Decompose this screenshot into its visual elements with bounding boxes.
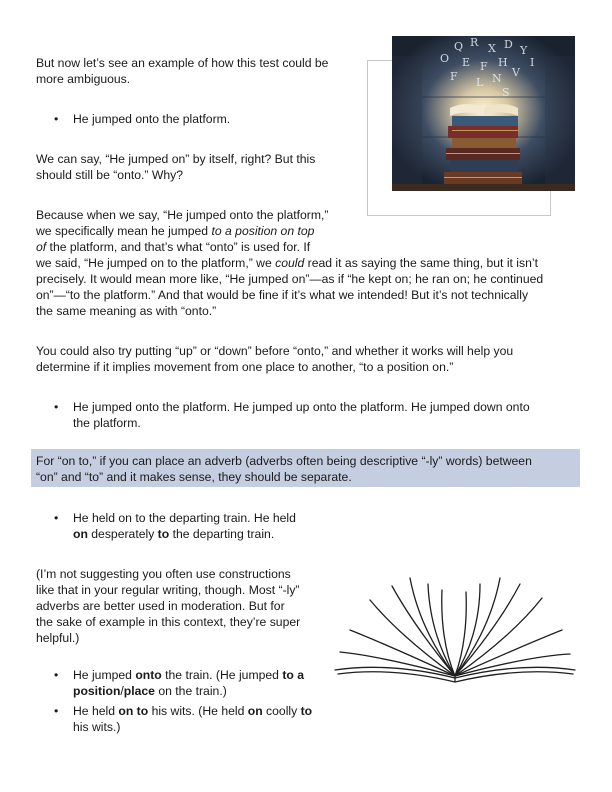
svg-text:F: F bbox=[450, 70, 458, 83]
svg-text:F: F bbox=[480, 60, 488, 73]
paragraph-intro-line1: But now let’s see an example of how this test could be bbox=[36, 56, 329, 70]
list-item-text-line1: He jumped onto the platform. He jumped up onto the platform. He jumped down onto bbox=[73, 400, 530, 414]
svg-text:L: L bbox=[476, 76, 484, 89]
highlight-text-line1: For “on to,” if you can place an adverb (adverbs often being descriptive “-ly” words) between bbox=[36, 454, 532, 468]
bullet-glyph: • bbox=[54, 704, 59, 718]
paragraph-question-line2: should still be “onto.” Why? bbox=[36, 168, 183, 182]
paragraph-explanation-line3: of the platform, and that’s what “onto” is used for. If bbox=[36, 240, 311, 254]
svg-text:N: N bbox=[492, 72, 502, 85]
paragraph-aside-line3: adverbs are better used in moderation. But for bbox=[36, 599, 285, 613]
svg-text:Q: Q bbox=[454, 40, 464, 53]
svg-text:H: H bbox=[498, 56, 508, 69]
paragraph-explanation-line5: precisely. It would mean more like, “He jumped on”—as if “he kept on; he ran on; he continued bbox=[36, 272, 544, 286]
paragraph-aside-line5: helpful.) bbox=[36, 631, 80, 645]
highlight-text-line2: “on” and “to” and it makes sense, they should be separate. bbox=[36, 470, 352, 484]
paragraph-up-down-line1: You could also try putting “up” or “down” before “onto,” and whether it works will help you bbox=[36, 344, 514, 358]
paragraph-explanation-line1: Because when we say, “He jumped onto the platform,” bbox=[36, 208, 329, 222]
paragraph-up-down-line2: determine if it implies movement from one place to another, “to a position on.” bbox=[36, 360, 454, 374]
svg-text:V: V bbox=[512, 66, 520, 79]
open-book-sketch bbox=[330, 570, 580, 690]
list-item-text-line1: He jumped onto the train. (He jumped to a bbox=[73, 668, 304, 682]
paragraph-aside-line1: (I’m not suggesting you often use constructions bbox=[36, 567, 291, 581]
list-item-text-line2: position/place on the train.) bbox=[73, 684, 227, 698]
list-item-text-line2: his wits.) bbox=[73, 720, 121, 734]
bullet-glyph: • bbox=[54, 400, 59, 414]
svg-text:O: O bbox=[440, 52, 450, 65]
bullet-glyph: • bbox=[54, 112, 59, 126]
list-item-text-line1: He held on to the departing train. He held bbox=[73, 511, 296, 525]
books-photo bbox=[392, 36, 575, 191]
bullet-glyph: • bbox=[54, 511, 59, 525]
paragraph-explanation-line4: we said, “He jumped on to the platform,” we could read it as saying the same thing, but it isn’t bbox=[36, 256, 538, 270]
paragraph-explanation-line6: on”—“to the platform.” And that would be fine if it’s what we intended! But it’s not technically bbox=[36, 288, 529, 302]
svg-text:E: E bbox=[462, 56, 471, 69]
list-item-text-line2: on desperately to the departing train. bbox=[73, 527, 275, 541]
svg-text:X: X bbox=[488, 42, 496, 55]
paragraph-explanation-line7: the same meaning as with “onto.” bbox=[36, 304, 217, 318]
paragraph-question-line1: We can say, “He jumped on” by itself, right? But this bbox=[36, 152, 316, 166]
list-item-text-line2: the platform. bbox=[73, 416, 141, 430]
list-item-text-line1: He held on to his wits. (He held on coolly to bbox=[73, 704, 313, 718]
svg-text:I: I bbox=[530, 56, 535, 69]
paragraph-intro-line2: more ambiguous. bbox=[36, 72, 131, 86]
svg-text:Y: Y bbox=[520, 44, 528, 57]
list-item-text: He jumped onto the platform. bbox=[73, 112, 231, 126]
bullet-glyph: • bbox=[54, 668, 59, 682]
paragraph-aside-line4: the sake of example in this context, they’re super bbox=[36, 615, 301, 629]
svg-text:D: D bbox=[504, 38, 513, 51]
svg-text:S: S bbox=[502, 86, 510, 99]
paragraph-explanation-line2: we specifically mean he jumped to a position on top bbox=[36, 224, 315, 238]
svg-text:R: R bbox=[470, 36, 479, 49]
paragraph-aside-line2: like that in your regular writing, though. Most “-ly” bbox=[36, 583, 300, 597]
